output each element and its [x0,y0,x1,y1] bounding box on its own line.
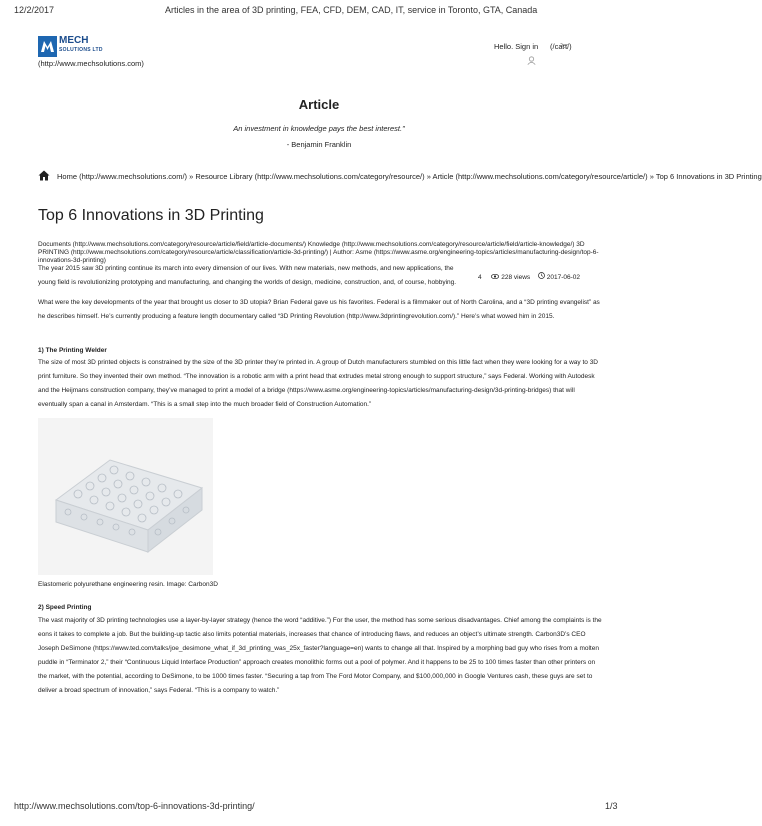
article-paragraph-2: What were the key developments of the year that brought us closer to 3D utopia? Brian Federal gave us his favorites. Federal is a filmmaker out of North Carolina, and a “3D printing evangelist” as he describes himself. He’s currently producing a feature length documentary called “3D Printing Revolution (http://www.3dprintingrevolution.com/).” Here’s what wowed him in 2015. [38,299,600,320]
brand-name: MECH [59,35,89,46]
user-icon[interactable] [527,52,536,70]
cart-link[interactable]: (/cart/) [550,42,572,51]
clock-icon [538,274,547,281]
page-title: Article [298,97,340,112]
section-2-text: The vast majority of 3D printing technologies use a layer-by-layer strategy (hence the word “additive.”) For the user, the method has some serious disadvantages. Chief among the complaints is the eons it takes to complete a job. But the building-up tactic also limits potential materials, increases that chance of introducing flaws, and reduces an object’s ultimate strength. Carbon3D’s CEO Joseph DeSimone (https://www.ted.com/talks/joe_desimone_what_if_3d_printing_was_25x_faster?language=en) wants to change all that. Inspired by a morphing bad guy who rises from a molten puddle in “Terminator 2,” their “Continuous Liquid Interface Production” approach creates monolithic forms out a pool of polymer. And it happens to be 25 to 100 times faster than other printers on the market, with the potential, according to DeSimone, to be 1000 times faster. “Securing a tap from The Ford Motor Company, and $100,000,000 in Google Ventures cash, these guys are set to deliver a broad spectrum of innovation,” says Federal. “This is a company to watch.” [38,617,602,694]
article-heading: Top 6 Innovations in 3D Printing [38,207,264,224]
eye-icon [491,274,501,281]
view-count: 228 views [501,274,531,281]
print-title: Articles in the area of 3D printing, FEA, CFD, DEM, CAD, IT, service in Toronto, GTA, Canada [165,5,538,15]
home-icon[interactable] [38,168,50,186]
header-quote: An investment in knowledge pays the best interest." [233,124,405,133]
article-image [38,418,213,575]
sign-in-link[interactable]: Hello. Sign in [494,42,539,51]
print-page-number: 1/3 [605,801,618,811]
article-intro: The year 2015 saw 3D printing continue its march into every dimension of our lives. With new materials, new methods, and new applications, the young field is revolutionizing prototyping and manufacturing, and changing the worlds of design, medicine, construction, and, of course, hobbying. [38,265,457,286]
comment-count: 4 [478,274,482,281]
cart-icon[interactable] [560,36,569,54]
article-meta[interactable]: Documents (http://www.mechsolutions.com/category/resource/article/field/article-documents/) Knowledge (http://www.mechsolutions.com/category/resource/article/field/article-knowledge/) 3D PRINTING (http://www.mechsolutions.com/category/resource/article/classification/article-3d-printing/) | Author: Asme (https://www.asme.org/engineering-topics/articles/manufacturing-design/top-6-innovations-3d-printing) [38,241,599,264]
brand-link[interactable]: (http://www.mechsolutions.com) [38,59,144,68]
image-caption: Elastomeric polyurethane engineering resin. Image: Carbon3D [38,581,218,588]
section-1-title: 1) The Printing Welder [38,347,107,354]
brand-logo-icon[interactable] [38,36,57,57]
article-stats [478,272,580,281]
section-2-title: 2) Speed Printing [38,604,92,611]
publish-date: 2017-06-02 [546,274,581,281]
section-1-text: The size of most 3D printed objects is constrained by the size of the 3D printer they’re printed in. A group of Dutch manufacturers stumbled on this little fact when they were looking for a way to 3D print furniture. So they invented their own method. “The innovation is a robotic arm with a print head that extrudes metal strong enough to support structure,” says Federal. Working with Autodesk and the Heijmans construction company, they’ve managed to print a model of a bridge (https://www.asme.org/engineering-topics/articles/manufacturing-design/3d-printing-bridges) that will eventually span a canal in Amsterdam. “This is a small step into the much broader field of Construction Automation.” [38,359,599,408]
print-url: http://www.mechsolutions.com/top-6-innovations-3d-printing/ [14,801,255,811]
brand-subtitle: SOLUTIONS LTD [59,47,103,53]
breadcrumb[interactable]: Home (http://www.mechsolutions.com/) » Resource Library (http://www.mechsolutions.com/category/resource/) » Article (http://www.mechsolutions.com/category/resource/article/) » Top 6 Innovations in 3D Printing [57,172,762,181]
print-date: 12/2/2017 [14,5,55,15]
quote-author: - Benjamin Franklin [286,140,352,149]
